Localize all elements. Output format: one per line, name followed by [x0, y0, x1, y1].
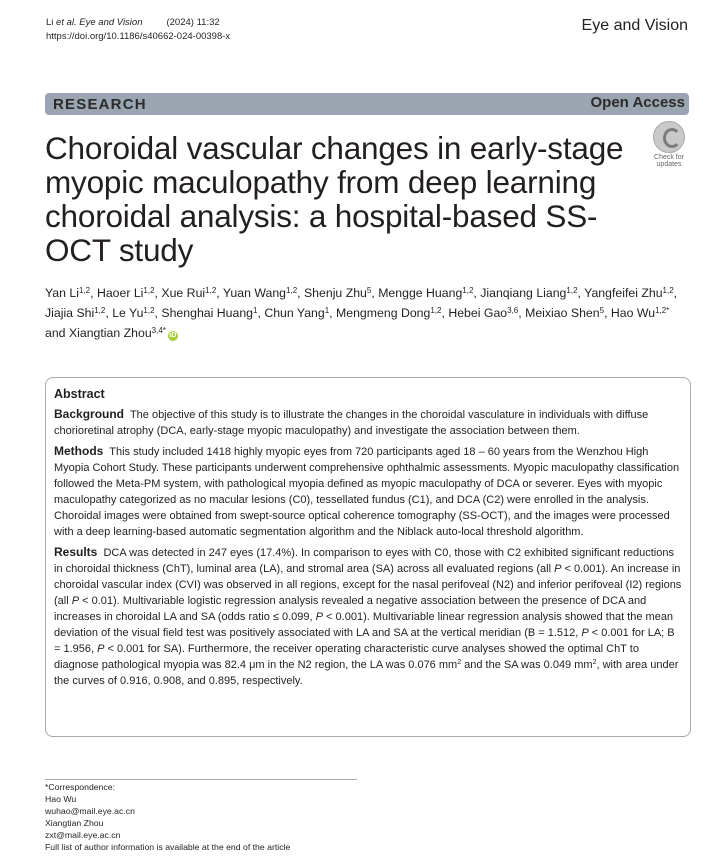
- author-name: Meixiao Shen: [525, 306, 600, 320]
- author[interactable]: [161, 306, 257, 320]
- author-name: Le Yu: [112, 306, 144, 320]
- author[interactable]: [611, 306, 669, 320]
- results-label: Results: [54, 545, 98, 559]
- abstract-methods: [54, 443, 682, 540]
- author-name: Jiajia Shi: [45, 306, 95, 320]
- orcid-icon[interactable]: iD: [169, 332, 177, 339]
- methods-label: Methods: [54, 444, 104, 458]
- background-text: The objective of this study is to illustrate the changes in the choroidal vasculature in individuals with diffuse chorioretinal atrophy (DCA, early-stage myopic maculopathy) and investigate the association between them.: [54, 409, 649, 437]
- author-name: Yan Li: [45, 286, 79, 300]
- author-list: Yan Li$^{1,2}$, Haoer Li$^{1,2}$, Xue Rui$^{1,2}$, Yuan Wang$^{1,2}$, Shenju Zhu$^5$, Mengge Huang$^{1,2}$, Jianqiang Liang$^{1,2}$, Yangfeifei Zhu$^{1,2}$, Jiajia Shi$^{1,2}$, Le Yu$^{1,2}$, Shenghai Huang$^1$, Chun Yang$^1$, Mengmeng Dong$^{1,2}$, Hebei Gao$^{3,6}$, Meixiao Shen$^5$, Hao $Wu^{1,2*}$ and Xiangtian Zhou$^{3,4*}$iD: [45, 286, 678, 340]
- author[interactable]: [336, 306, 441, 320]
- p-value-symbol: P: [554, 563, 562, 575]
- results-text: < 0.01). Multivariable logistic regression analysis revealed a negative association between the presence of DCA and increases in choroidal LA and SA (odds ratio ≤ 0.099,: [54, 595, 647, 623]
- author[interactable]: [161, 286, 216, 300]
- author-affiliation: 1,2: [205, 286, 217, 295]
- author-affiliation: 1: [253, 306, 258, 315]
- results-text: DCA was detected in 247 eyes (17.4%). In comparison to eyes with C0, those with C2 exhibited significant reductions in choroidal thickness (ChT), luminal area (LA), and stromal area (SA) across all evaluated regions (all: [54, 547, 674, 575]
- author-affiliation: 1,2: [462, 286, 474, 295]
- author-affiliation: 1,2: [286, 286, 298, 295]
- author[interactable]: [45, 286, 90, 300]
- author[interactable]: [480, 286, 577, 300]
- author[interactable]: [304, 286, 371, 300]
- corresponding-author-name: Hao Wu: [45, 794, 77, 804]
- author-name: Shenghai Huang: [161, 306, 254, 320]
- author[interactable]: [223, 286, 297, 300]
- author-affiliation: 5: [599, 306, 605, 315]
- corresponding-author-email[interactable]: zxt@mail.eye.ac.cn: [45, 830, 121, 840]
- citation-line: [46, 16, 230, 30]
- corresponding-author-email[interactable]: wuhao@mail.eye.ac.cn: [45, 806, 135, 816]
- author-name: Chun Yang: [264, 306, 325, 320]
- corresponding-author-name: Xiangtian Zhou: [45, 818, 104, 828]
- running-header: [46, 16, 230, 44]
- author-affiliation: 1,2: [143, 286, 155, 295]
- results-text: < 0.001 for SA). Furthermore, the receiver operating characteristic curve analyses showed the optimal ChT to diagnose pathological myopia was 82.4 μm in the N2 region, the LA was 0.076 mm: [54, 643, 639, 671]
- article-type-label: RESEARCH: [53, 96, 147, 113]
- author-affiliation: 1,2: [143, 306, 155, 315]
- author-affiliation: 1,2: [662, 286, 674, 295]
- author-name: Xue Rui: [161, 286, 206, 300]
- author[interactable]: [378, 286, 473, 300]
- abstract-background: [54, 406, 682, 439]
- author-affiliation: 1,2*: [655, 306, 670, 315]
- author[interactable]: [525, 306, 604, 320]
- results-text: , with area under the curves of 0.916, 0.908, and 0.895, respectively.: [54, 659, 679, 687]
- doi-link[interactable]: https://doi.org/10.1186/s40662-024-00398-x: [46, 31, 231, 42]
- author[interactable]: [112, 306, 154, 320]
- author[interactable]: [448, 306, 518, 320]
- author-affiliation: 1,2: [430, 306, 442, 315]
- open-access-label[interactable]: Open Access: [590, 94, 685, 111]
- p-value-symbol: P: [315, 611, 323, 623]
- article-title: Choroidal vascular changes in early-stage myopic maculopathy from deep learning choroidal analysis: a hospital-based SS-OCT study: [45, 130, 624, 268]
- research-banner: [45, 93, 689, 115]
- background-label: Background: [54, 407, 125, 421]
- abstract-box: [45, 377, 691, 737]
- author-name: Yangfeifei Zhu: [584, 286, 663, 300]
- check-for-updates-icon: [653, 121, 685, 153]
- results-text: < 0.001 for LA; B = 1.956,: [54, 627, 675, 655]
- author-affiliation: 3,4*: [151, 326, 166, 335]
- author-name: Yuan Wang: [222, 286, 287, 300]
- author-affiliation: 3,6: [507, 306, 519, 315]
- author-name: Mengge Huang: [378, 286, 463, 300]
- author-affiliation: 1: [324, 306, 330, 315]
- p-value-symbol: P: [581, 627, 589, 639]
- author[interactable]: [264, 306, 329, 320]
- p-value-symbol: P: [97, 643, 105, 655]
- author-name: Hao Wu: [610, 306, 656, 320]
- p-value-symbol: P: [71, 595, 80, 607]
- author-affiliation: 1,2: [78, 286, 91, 295]
- correspondence-footnote: [45, 781, 290, 853]
- results-text: < 0.001). An increase in choroidal vascular index (CVI) was observed in all regions, except for the nasal perifoveal (N2) and inferior perifoveal (I2) regions (all: [54, 563, 682, 607]
- author[interactable]: [45, 306, 105, 320]
- author[interactable]: [69, 326, 178, 340]
- author-name: Hebei Gao: [448, 306, 508, 320]
- author-name: Jianqiang Liang: [480, 286, 567, 300]
- author-info-note: Full list of author information is available at the end of the article: [45, 842, 291, 852]
- header-authors: Li: [46, 17, 54, 28]
- author-name: Xiangtian Zhou: [68, 326, 152, 340]
- methods-text: This study included 1418 highly myopic eyes from 720 participants aged 18 – 60 years from the Wenzhou High Myopia Cohort Study. These participants underwent comprehensive ophthalmic assessments. Myopic maculopathy classification followed the Meta-PM system, with pathological myopia defined as myopic maculopathy of DCA or severer. Eyes with myopic maculopathy categorized as no macular lesions (C0), tessellated fundus (C1), and DCA (C2) were enrolled in the analysis. Choroidal images were obtained from swept-source optical coherence tomography (SS-OCT), and the images were processed with a deep learning-based automatic segmentation algorithm and the Niblack auto-local threshold algorithm.: [54, 446, 680, 538]
- author-affiliation: 5: [366, 286, 372, 295]
- author[interactable]: [584, 286, 674, 300]
- superscript: 2: [592, 659, 597, 666]
- author-affiliation: 1,2: [94, 306, 106, 315]
- author[interactable]: [97, 286, 155, 300]
- header-journal-short: et al. Eye and Vision: [56, 17, 143, 28]
- footnote-divider: [45, 779, 357, 780]
- correspondence-label: *Correspondence:: [45, 782, 116, 792]
- abstract-results: [54, 544, 682, 689]
- author-name: Mengmeng Dong: [336, 306, 431, 320]
- author-name: Haoer Li: [96, 286, 144, 300]
- author-affiliation: 1,2: [566, 286, 578, 295]
- check-for-updates-badge[interactable]: [649, 121, 689, 168]
- author-name: Shenju Zhu: [303, 286, 367, 300]
- results-text: < 0.001). Multivariable linear regression analysis showed that the mean deviation of the visual field test was positively associated with LA and SA at the vertical meridian (B = 1.512,: [54, 611, 674, 639]
- check-for-updates-label: Check for updates: [654, 154, 684, 168]
- results-text: and the SA was 0.049 mm: [461, 659, 593, 671]
- journal-name: Eye and Vision: [581, 17, 688, 34]
- superscript: 2: [457, 659, 462, 666]
- header-year-issue: (2024) 11:32: [166, 17, 220, 28]
- abstract-heading: Abstract: [54, 387, 105, 401]
